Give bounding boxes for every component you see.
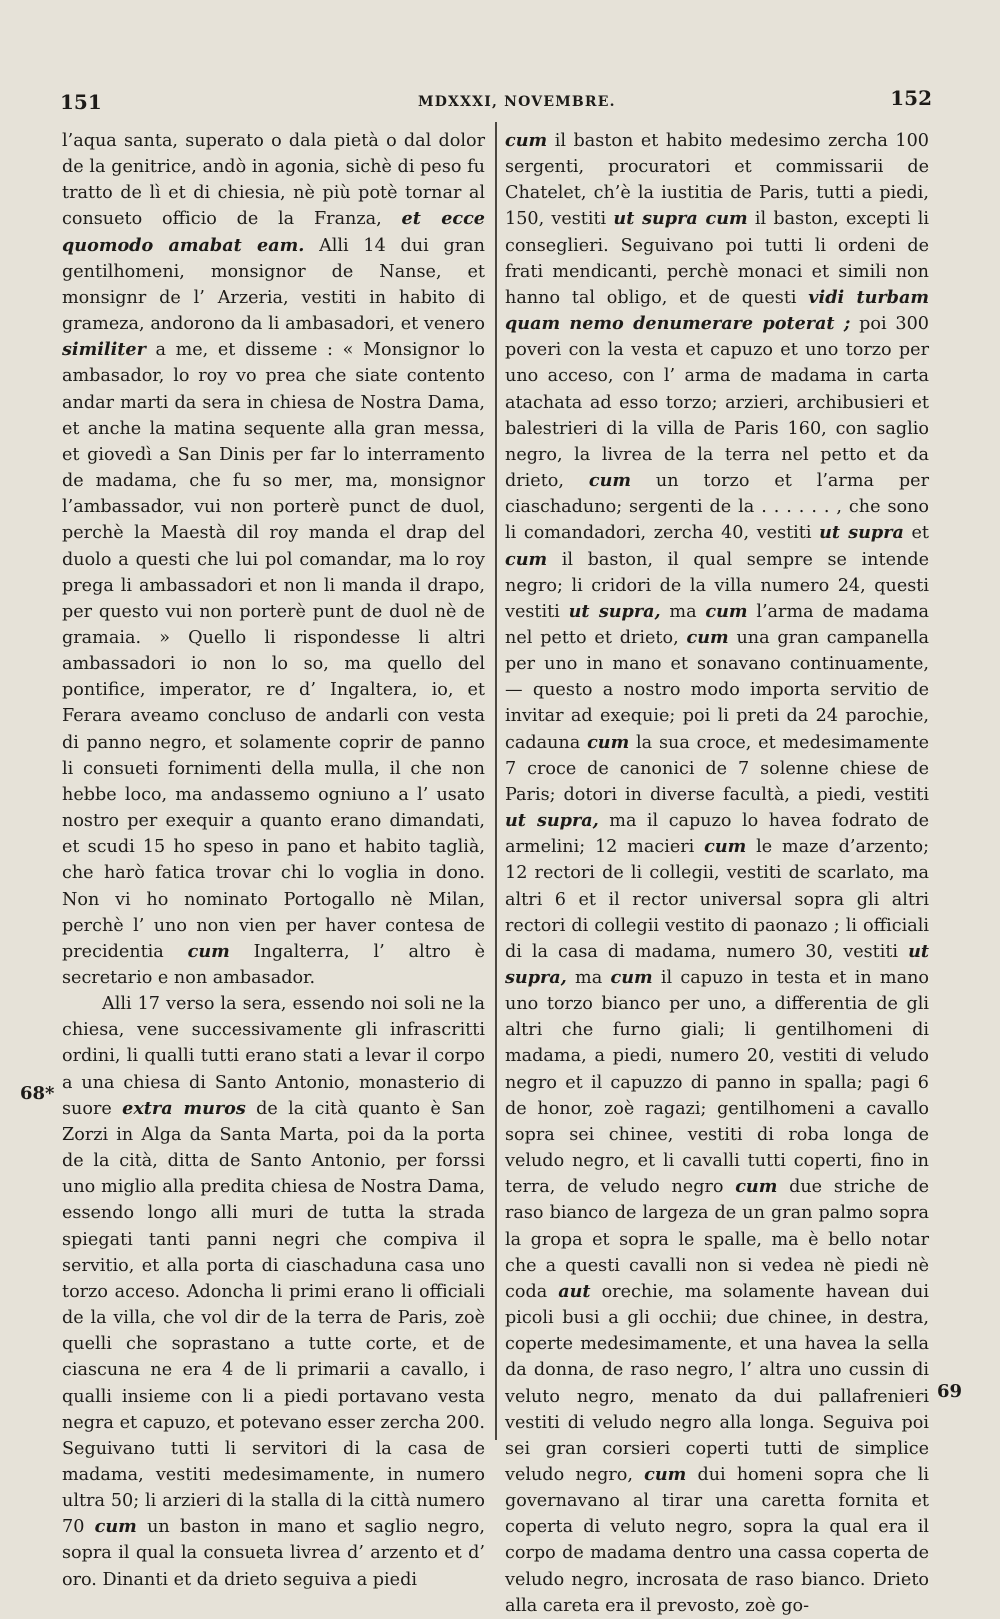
- italic-text: cum: [644, 1463, 687, 1485]
- italic-text: vidi turbam quam nemo denumerare poterat ;: [505, 286, 929, 335]
- text-run: un baston in mano et saglio negro, sopra il qual la consueta livrea d’ arzento et d’ oro. Dinanti et da drieto seguiva a piedi: [62, 1517, 485, 1590]
- italic-text: ut supra,: [505, 810, 599, 832]
- italic-text: similiter: [62, 339, 146, 361]
- italic-text: cum: [588, 470, 631, 492]
- paragraph: [62, 991, 485, 1593]
- running-title: MDXXXI, NOVEMBRE.: [418, 94, 616, 110]
- text-run: Ingalterra, l’ altro è secretario e non ambasador.: [62, 941, 485, 988]
- text-run: l’aqua santa, superato o dala pietà o dal dolor de la genitrice, andò in agonia, sichè di peso fu tratto de lì et di chiesia, nè più potè tornar al consueto officio de la Franza,: [62, 131, 485, 230]
- text-run: il baston, il qual sempre se intende negro; li cridori de la villa numero 24, questi vestiti: [505, 549, 929, 622]
- italic-text: cum: [686, 626, 729, 648]
- left-column: [62, 128, 485, 1593]
- italic-text: cum: [94, 1516, 137, 1538]
- text-run: Alli 14 dui gran gentilhomeni, monsignor de Nanse, et monsignr de l’ Arzeria, vestiti in habito di grameza, andorono da li ambasadori, et venero: [62, 235, 485, 335]
- running-header: [60, 86, 932, 120]
- text-run: orechie, ma solamente havean dui picoli busi a gli occhii; due chinee, in destra, coperte medesimamente, et una havea la sella da donna, de raso negro, l’ altra uno cussin di veluto negro, menato da dui pallafrenieri vestiti di veludo negro alla longa. Seguiva poi sei gran corsieri coperti tutti de simplice veludo negro,: [505, 1281, 929, 1485]
- left-column-number: 151: [60, 90, 102, 114]
- text-run: le maze d’arzento; 12 rectori de li collegii, vestiti de scarlato, ma altri 6 et il rector universal sopra gli altri rectori di collegii vestito di paonazo ; li officiali di la casa di madama, numero 30, vestiti: [505, 837, 929, 962]
- column-divider: [495, 122, 497, 1440]
- italic-text: extra muros: [122, 1097, 246, 1119]
- italic-text: cum: [187, 940, 230, 962]
- text-run: il baston et habito medesimo zercha 100 sergenti, procuratori et commissarii de Chatelet, ch’è la iustitia de Paris, tutti a piedi, 150, vestiti: [505, 131, 929, 230]
- right-column: [505, 128, 929, 1619]
- text-run: una gran campanella per uno in mano et sonavano continuamente, — questo a nostro modo importa servitio de invitar ad exequie; poi li preti da 24 parochie, cadauna: [505, 627, 929, 753]
- text-run: de la cità quanto è San Zorzi in Alga da Santa Marta, poi da la porta de la cità, ditta de Santo Antonio, per forssi uno miglio alla predita chiesa de Nostra Dama, essendo longo alli muri de tutta la strada spiegati tanti panni negri che compiva il servitio, et alla porta di ciaschaduna casa uno torzo acceso. Adoncha li primi erano li officiali de la villa, che vol dir de la terra de Paris, zoè quelli che soprastano a tutte corte, et de ciascuna ne era 4 de li primarii a cavallo, i qualli insieme con li a piedi portavano vesta negra et capuzo, et potevano esser zercha 200. Seguivano tutti li servitori di la casa de madama, vestiti medesimamente, in numero ultra 50; li arzieri di la stalla di la città numero 70: [62, 1098, 486, 1538]
- paragraph: [62, 128, 485, 991]
- italic-text: cum: [587, 731, 630, 753]
- text-run: l’arma de madama nel petto et drieto,: [505, 601, 929, 648]
- italic-text: ut supra: [819, 522, 904, 544]
- text-run: ma: [566, 968, 611, 988]
- italic-text: cum: [705, 600, 748, 622]
- italic-text: cum: [505, 130, 548, 151]
- italic-text: et ecce quomodo amabat eam.: [62, 208, 486, 256]
- text-run: poi 300 poveri con la vesta et capuzo et uno torzo per uno acceso, con l’ arma de madama in carta atachata ad esso torzo; arzieri, archibusieri et balestrieri di la villa de Paris 160, con saglio negro, la livrea de la terra nel petto et da drieto,: [505, 314, 929, 492]
- italic-text: cum: [735, 1176, 778, 1198]
- text-run: Alli 17 verso la sera, essendo noi soli ne la chiesa, vene successivamente gli infrascritti ordini, li qualli tutti erano stati a levar il corpo a una chiesa di Santo Antonio, monasterio di suore: [62, 994, 485, 1119]
- italic-text: ut supra,: [568, 600, 661, 622]
- margin-marker-right: 69: [937, 1381, 963, 1402]
- text-run: a me, et disseme : « Monsignor lo ambasador, lo roy vo prea che siate contento andar marti da sera in chiesa de Nostra Dama, et anche la matina sequente alla gran messa, et giovedì a San Dinis per far lo interramento de madama, che fu so mer, ma, monsignor l’ambassador, vui non porterè punct de duol, perchè la Maestà dil roy manda el drap del duolo a questi che lui pol comandar, ma lo roy prega li ambassadori et non li manda il drapo, per questo vui non porterè punt de duol nè de gramaia. » Quello li rispondesse li altri ambassadori io non lo so, ma quello del pontifice, imperator, re d’ Ingaltera, io, et Ferara aveamo concluso de andarli con vesta di panno negro, et solamente coprir de panno li consueti fornimenti della mulla, il che non hebbe loco, ma andassemo ogniuno a l’ usato nostro per exequir a quanto erano dimandati, et scudi 15 ho speso in pano et habito taglià, che harò fatica trovar chi lo voglia in dono. Non vi ho nominato Portogallo nè Milan, perchè l’ uno non vien per haver contesa de precidentia: [62, 340, 485, 962]
- text-run: et: [903, 523, 930, 544]
- text-run: un torzo et l’arma per ciaschaduno; sergenti de la . . . . . . , che sono li comandadori, zercha 40, vestiti: [505, 471, 929, 544]
- right-column-number: 152: [890, 86, 932, 110]
- italic-text: aut: [558, 1280, 591, 1302]
- text-run: il capuzo in testa et in mano uno torzo bianco per uno, a differentia de gli altri che furno giali; li gentilhomeni di madama, a piedi, numero 20, vestiti di veludo negro et il capuzzo di panno in spalla; pagi 6 de honor, zoè ragazi; gentilhomeni a cavallo sopra sei chinee, vestiti di roba longa de veludo negro, et li cavalli tutti coperti, fino in terra, de veludo negro: [505, 968, 930, 1198]
- text-run: il baston, excepti li conseglieri. Seguivano poi tutti li ordeni de frati mendicanti, perchè monaci et simili non hanno tal obligo, et de questi: [505, 209, 929, 308]
- margin-marker-left: 68*: [20, 1083, 55, 1104]
- text-run: due striche de raso bianco de largeza de un gran palmo sopra la gropa et sopra le spalle, ma è bello notar che a questi cavalli non si vedea nè piedi nè coda: [505, 1177, 929, 1302]
- italic-text: cum: [505, 548, 548, 570]
- text-run: ma: [660, 601, 706, 622]
- italic-text: ut supra cum: [613, 208, 748, 230]
- paragraph: [505, 128, 929, 1619]
- text-run: ma il capuzo lo havea fodrato de armelini; 12 macieri: [505, 811, 929, 858]
- italic-text: cum: [610, 967, 653, 988]
- text-run: dui homeni sopra che li governavano al tirar una caretta fornita et coperta di veluto negro, sopra la qual era il corpo de madama dentro una cassa coperta de veludo negro, incrosata de raso bianco. Drieto alla careta era il prevosto, zoè go-: [505, 1464, 930, 1616]
- italic-text: ut supra,: [505, 940, 929, 988]
- text-run: la sua croce, et medesimamente 7 croce de canonici de 7 solenne chiese de Paris; dotori in diverse facultà, a piedi, vestiti: [505, 732, 929, 805]
- italic-text: cum: [704, 836, 747, 858]
